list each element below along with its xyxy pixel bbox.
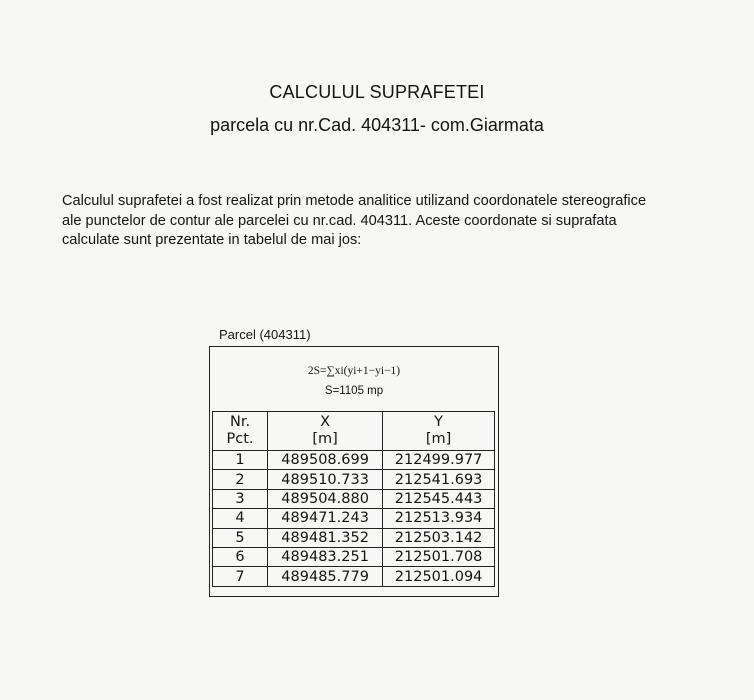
cell-nr: 3 (213, 489, 268, 508)
table-row (213, 470, 495, 489)
cell-x: 489481.352 (268, 528, 383, 547)
header-text: Y (434, 414, 444, 430)
table-row (213, 528, 495, 547)
cell-y: 212545.443 (383, 489, 495, 508)
cell-nr: 1 (213, 451, 268, 470)
cell-x: 489510.733 (268, 470, 383, 489)
cell-nr: 2 (213, 470, 268, 489)
cell-x: 489483.251 (268, 547, 383, 566)
formula-area (210, 347, 498, 411)
area-formula: 2S=∑xi(yi+1−yi−1) (307, 365, 401, 377)
cell-x: 489485.779 (268, 567, 383, 586)
cell-nr: 4 (213, 509, 268, 528)
cell-y: 212501.094 (383, 567, 495, 586)
table-row (213, 547, 495, 566)
intro-line: Calculul suprafetei a fost realizat prin metode analitice utilizand coordonatele stereografice (62, 193, 647, 209)
table-row (213, 451, 495, 470)
cell-y: 212513.934 (383, 509, 495, 528)
intro-line: calculate sunt prezentate in tabelul de mai jos: (62, 232, 362, 248)
header-text: X (320, 414, 331, 430)
cell-x: 489508.699 (268, 451, 383, 470)
document-title: CALCULUL SUPRAFETEI (269, 82, 485, 102)
area-value: S=1105 mp (324, 385, 384, 397)
cell-nr: 6 (213, 547, 268, 566)
header-text: Nr. (229, 414, 251, 430)
parcel-table-box (209, 346, 499, 597)
header-text: Pct. (226, 431, 254, 447)
table-row (213, 489, 495, 508)
cell-x: 489471.243 (268, 509, 383, 528)
header-text: [m] (312, 431, 338, 447)
header-y (383, 412, 495, 451)
cell-y: 212503.142 (383, 528, 495, 547)
table-row (213, 567, 495, 586)
cell-y: 212541.693 (383, 470, 495, 489)
cell-y: 212499.977 (383, 451, 495, 470)
cell-x: 489504.880 (268, 489, 383, 508)
intro-line: ale punctelor de contur ale parcelei cu nr.cad. 404311. Aceste coordonate si suprafata (62, 212, 617, 229)
table-row (213, 509, 495, 528)
cell-nr: 5 (213, 528, 268, 547)
header-text: [m] (425, 431, 452, 447)
coordinates-table (212, 411, 495, 587)
header-x (268, 412, 383, 451)
intro-paragraph (62, 192, 710, 251)
table-header-row (213, 412, 495, 451)
parcel-caption: Parcel (404311) (219, 327, 311, 342)
cell-nr: 7 (213, 567, 268, 586)
header-point-number (213, 412, 268, 451)
document-subtitle: parcela cu nr.Cad. 404311- com.Giarmata (210, 115, 544, 135)
cell-y: 212501.708 (383, 547, 495, 566)
